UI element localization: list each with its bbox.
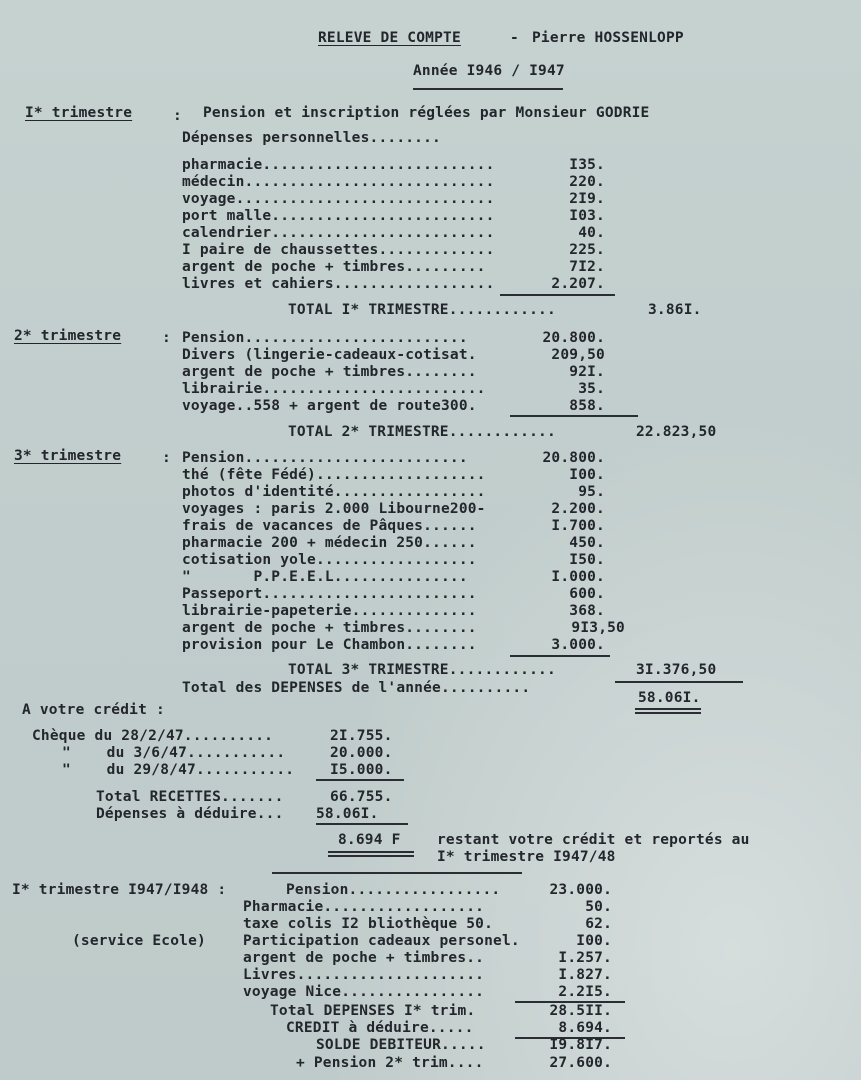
balance-note-2: I* trimestre I947/48 [437, 849, 616, 865]
cheque-amount: I5.000. [330, 762, 393, 778]
t2-colon: : [162, 330, 171, 346]
t1next-item-amount: 62. [585, 916, 612, 932]
t1next-item-amount: I.257. [558, 950, 612, 966]
t1next-solde-label: SOLDE DEBITEUR..... [316, 1037, 486, 1053]
deduire-value: 58.06I. [316, 806, 379, 822]
t1-note: Pension et inscription réglées par Monsieur GODRIE [203, 105, 650, 121]
recettes-value: 66.755. [330, 789, 393, 805]
section-divider [272, 872, 522, 874]
year-total-underline-2 [635, 712, 701, 714]
cheque-label: " du 3/6/47........... [62, 745, 286, 761]
balance-value: 8.694 F [338, 832, 401, 848]
balance-note-1: restant votre crédit et reportés au [437, 832, 750, 848]
t2-item-text: librairie......................... [182, 381, 486, 397]
cheque-label: Chèque du 28/2/47.......... [32, 728, 274, 744]
t3-item-amount: I.000. [551, 569, 605, 585]
t1next-item-amount: I00. [576, 933, 612, 949]
t3-item-text: Pension......................... [182, 450, 468, 466]
t1-total-label: TOTAL I* TRIMESTRE............ [288, 302, 556, 318]
t1-item-text: I paire de chaussettes............. [182, 242, 495, 258]
t2-label: 2* trimestre [14, 328, 122, 344]
t3-item-amount: 95. [578, 484, 605, 500]
t2-total-label: TOTAL 2* TRIMESTRE............ [288, 424, 556, 440]
t3-total-label: TOTAL 3* TRIMESTRE............ [288, 662, 556, 678]
cheque-label: " du 29/8/47........... [62, 762, 295, 778]
t3-item-amount: 600. [569, 586, 605, 602]
t2-item-amount: 209,50 [551, 347, 605, 363]
t2-item-amount: 858. [569, 398, 605, 414]
t1next-item-text: voyage Nice................ [243, 984, 485, 1000]
t1next-total-label: Total DEPENSES I* trim. [270, 1003, 476, 1019]
t3-item-text: librairie-papeterie.............. [182, 603, 477, 619]
t3-item-amount: 3.000. [551, 637, 605, 653]
balance-underline-2 [328, 855, 414, 857]
year-total-underline-1 [635, 708, 701, 710]
t3-item-amount: 20.800. [542, 450, 605, 466]
t3-total-value: 3I.376,50 [636, 662, 717, 678]
t1-item-text: médecin............................ [182, 174, 495, 190]
cheque-amount: 20.000. [330, 745, 393, 761]
t1next-credit-value: 8.694. [558, 1020, 612, 1036]
t2-item-amount: 35. [578, 381, 605, 397]
t2-item-amount: 92I. [569, 364, 605, 380]
t1-item-amount: I35. [569, 157, 605, 173]
t1-subhead: Dépenses personnelles........ [182, 130, 441, 146]
year-total-value: 58.06I. [638, 690, 701, 706]
t1-item-text: argent de poche + timbres......... [182, 259, 486, 275]
t1-colon: : [173, 108, 182, 124]
t1-item-amount: 220. [569, 174, 605, 190]
deduire-rule [316, 823, 408, 825]
t3-total-rule [615, 681, 743, 683]
t1-item-text: livres et cahiers.................. [182, 276, 495, 292]
year-underline [413, 88, 563, 90]
credit-heading: A votre crédit : [22, 702, 165, 718]
account-holder-name: Pierre HOSSENLOPP [532, 30, 684, 46]
service-label: (service Ecole) [72, 933, 206, 949]
t3-item-text: cotisation yole.................. [182, 552, 477, 568]
cheques-sum-rule [316, 779, 404, 781]
t2-total-value: 22.823,50 [636, 424, 717, 440]
t3-item-text: frais de vacances de Pâques...... [182, 518, 477, 534]
t1next-item-text: Participation cadeaux personel. [243, 933, 520, 949]
t1-item-amount: 7I2. [569, 259, 605, 275]
t1-item-amount: I03. [569, 208, 605, 224]
t3-item-text: Passeport........................ [182, 586, 477, 602]
balance-underline-1 [328, 851, 414, 853]
t1next-item-amount: I.827. [558, 967, 612, 983]
recettes-label: Total RECETTES....... [96, 789, 284, 805]
t1next-item-text: Livres..................... [243, 967, 485, 983]
year-total-label: Total des DEPENSES de l'année.......... [182, 680, 531, 696]
t1-item-text: port malle......................... [182, 208, 495, 224]
t1next-item-text: taxe colis I2 bliothèque 50. [243, 916, 494, 932]
t1-item-text: calendrier......................... [182, 225, 495, 241]
t1-item-text: voyage............................. [182, 191, 495, 207]
t1-item-amount: 2I9. [569, 191, 605, 207]
t1next-item-text: Pension................. [286, 882, 501, 898]
t2-item-text: Divers (lingerie-cadeaux-cotisat. [182, 347, 477, 363]
t1next-item-amount: 2.2I5. [558, 984, 612, 1000]
t1-item-amount: 225. [569, 242, 605, 258]
t3-item-amount: 450. [569, 535, 605, 551]
t1-total-value: 3.86I. [648, 302, 702, 318]
t3-item-text: voyages : paris 2.000 Libourne200- [182, 501, 486, 517]
t1next-label: I* trimestre I947/I948 : [12, 882, 227, 898]
t1-sum-rule [500, 294, 615, 296]
t3-item-text: provision pour Le Chambon........ [182, 637, 477, 653]
t1next-pension-value: 27.600. [549, 1055, 612, 1071]
t3-item-amount: I00. [569, 467, 605, 483]
t1-label: I* trimestre [25, 105, 133, 121]
t2-item-text: voyage..558 + argent de route300. [182, 398, 477, 414]
t1next-item-text: argent de poche + timbres.. [243, 950, 485, 966]
t3-item-text: pharmacie 200 + médecin 250...... [182, 535, 477, 551]
t1next-total-value: 28.5II. [549, 1003, 612, 1019]
t2-item-text: argent de poche + timbres........ [182, 364, 477, 380]
t3-item-amount: I.700. [551, 518, 605, 534]
t3-sum-rule [510, 655, 610, 657]
t3-item-text: thé (fête Fédé)................... [182, 467, 486, 483]
t1-item-text: pharmacie.......................... [182, 157, 495, 173]
t3-label: 3* trimestre [14, 448, 122, 464]
t1-item-amount: 2.207. [551, 276, 605, 292]
document-year: Année I946 / I947 [413, 63, 565, 79]
t1next-solde-value: I9.8I7. [549, 1037, 612, 1053]
t1next-item-text: Pharmacie.................. [243, 899, 485, 915]
t1next-item-amount: 23.000. [549, 882, 612, 898]
title-dash: - [510, 30, 519, 46]
t3-item-amount: 368. [569, 603, 605, 619]
t1-item-amount: 40. [578, 225, 605, 241]
t1next-pension-label: + Pension 2* trim.... [296, 1055, 484, 1071]
t1next-item-amount: 50. [585, 899, 612, 915]
t2-sum-rule [510, 415, 638, 417]
document-title: RELEVE DE COMPTE [318, 30, 461, 46]
t3-colon: : [162, 450, 171, 466]
t1next-credit-label: CREDIT à déduire..... [286, 1020, 474, 1036]
t3-item-text: photos d'identité................. [182, 484, 486, 500]
t3-item-text: " P.P.E.E.L............... [182, 569, 468, 585]
t2-item-text: Pension......................... [182, 330, 468, 346]
t2-item-amount: 20.800. [542, 330, 605, 346]
t3-item-amount: 9I3,50 [571, 620, 625, 636]
t3-item-amount: I50. [569, 552, 605, 568]
cheque-amount: 2I.755. [330, 728, 393, 744]
t3-item-text: argent de poche + timbres........ [182, 620, 477, 636]
deduire-label: Dépenses à déduire... [96, 806, 284, 822]
t3-item-amount: 2.200. [551, 501, 605, 517]
